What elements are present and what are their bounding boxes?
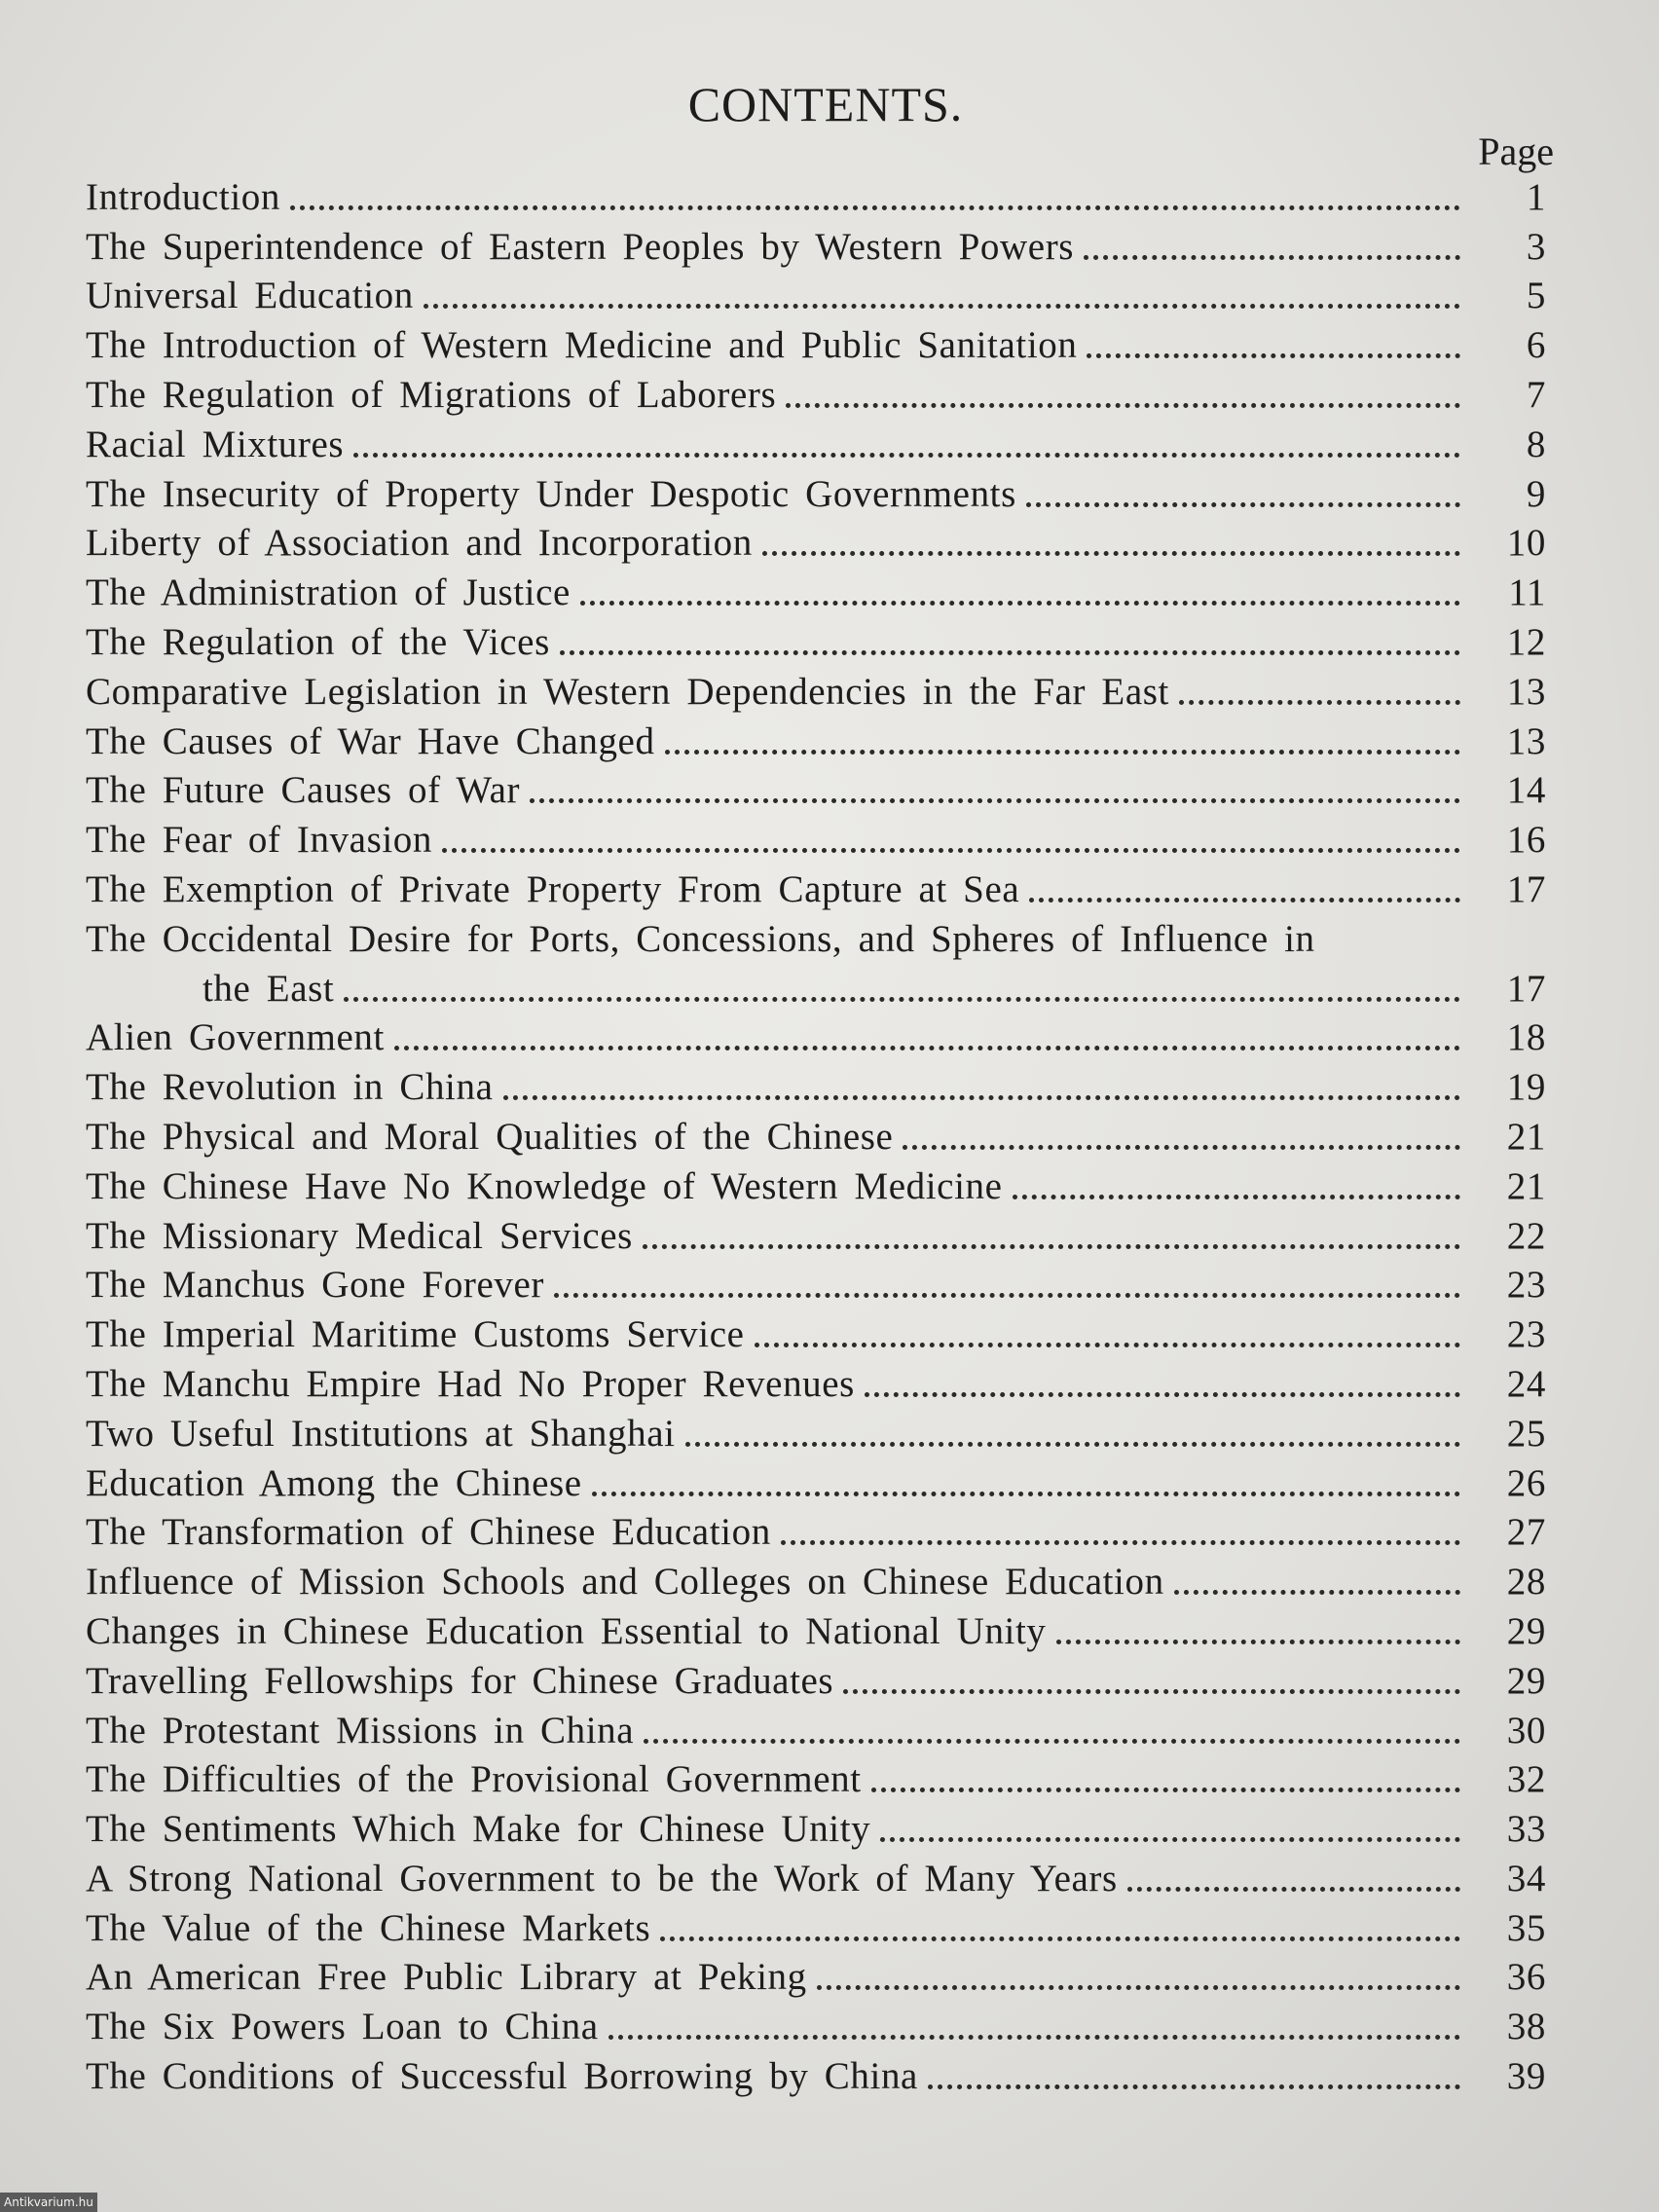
toc-entry	[86, 1655, 1546, 1705]
toc-entry-page-number: 33	[1506, 1808, 1546, 1851]
toc-entry-title: The Difficulties of the Provisional Government	[86, 1758, 862, 1801]
toc-entry-title: The Fear of Invasion	[86, 819, 432, 862]
toc-entry-title: Liberty of Association and Incorporation	[86, 522, 753, 565]
dot-leader	[903, 1145, 1460, 1150]
toc-entry	[86, 1457, 1546, 1507]
toc-entry-page-number: 28	[1506, 1561, 1546, 1604]
dot-leader	[644, 1739, 1460, 1744]
toc-entry-page-number: 16	[1506, 819, 1546, 862]
dot-leader	[865, 1392, 1460, 1397]
dot-leader	[1127, 1887, 1460, 1892]
toc-entry-page-number: 27	[1506, 1511, 1546, 1554]
toc-entry	[86, 716, 1546, 765]
toc-entry	[86, 864, 1546, 913]
dot-leader	[608, 2035, 1460, 2040]
contents-page	[86, 68, 1554, 2152]
toc-entry	[86, 1061, 1546, 1111]
toc-entry-title: The Regulation of Migrations of Laborers	[86, 373, 777, 416]
toc-entry-title: Alien Government	[86, 1016, 385, 1059]
dot-leader	[554, 1293, 1460, 1298]
toc-entry	[86, 1408, 1546, 1457]
toc-entry-title: The Exemption of Private Property From Capture at Sea	[86, 867, 1020, 910]
dot-leader	[1026, 502, 1460, 507]
toc-entry	[86, 1309, 1546, 1358]
toc-entry-page-number: 29	[1506, 1659, 1546, 1702]
toc-entry	[86, 221, 1546, 271]
toc-entry-page-number: 35	[1506, 1906, 1546, 1949]
toc-entry-page-number: 39	[1506, 2055, 1546, 2098]
toc-entry-page-number: 19	[1506, 1066, 1546, 1109]
toc-entry-title: The Causes of War Have Changed	[86, 719, 655, 762]
toc-entry-page-number: 18	[1506, 1016, 1546, 1059]
toc-entry	[86, 1754, 1546, 1804]
toc-entry	[86, 419, 1546, 468]
toc-entry-page-number: 22	[1506, 1214, 1546, 1257]
toc-entry-page-number: 13	[1506, 670, 1546, 713]
dot-leader	[344, 997, 1460, 1002]
toc-entry	[86, 171, 1546, 221]
toc-entry-title: The Revolution in China	[86, 1066, 494, 1109]
toc-entry-continuation	[86, 963, 1546, 1013]
toc-entry-page-number: 21	[1506, 1115, 1546, 1158]
toc-entry-title: The Missionary Medical Services	[86, 1214, 633, 1257]
toc-entry	[86, 567, 1546, 616]
toc-entry-page-number: 6	[1526, 324, 1546, 367]
toc-entry-title: The Physical and Moral Qualities of the Chinese	[86, 1115, 894, 1158]
toc-entry	[86, 319, 1546, 369]
dot-leader	[442, 848, 1460, 853]
dot-leader	[762, 551, 1460, 556]
toc-entry-page-number: 23	[1506, 1313, 1546, 1356]
toc-entry-title: The Conditions of Successful Borrowing by China	[86, 2055, 918, 2098]
toc-entry-page-number: 1	[1526, 175, 1546, 218]
toc-entry-page-number: 7	[1526, 373, 1546, 416]
toc-entry-page-number: 9	[1526, 472, 1546, 515]
toc-entry-page-number: 3	[1526, 225, 1546, 268]
toc-entry-title: The Imperial Maritime Customs Service	[86, 1313, 745, 1356]
toc-entry-page-number: 34	[1506, 1857, 1546, 1899]
dot-leader	[660, 1936, 1460, 1941]
toc-entry-page-number: 12	[1506, 620, 1546, 663]
toc-entry-title: A Strong National Government to be the Work of Many Years	[86, 1857, 1118, 1899]
toc-entry-page-number: 29	[1506, 1609, 1546, 1652]
toc-entry-page-number: 23	[1506, 1264, 1546, 1307]
toc-entry-title: The Regulation of the Vices	[86, 620, 550, 663]
toc-entry-page-number: 11	[1508, 571, 1546, 614]
dot-leader	[871, 1788, 1460, 1792]
dot-leader	[1056, 1640, 1460, 1644]
dot-leader	[786, 403, 1460, 408]
toc-entry-title: The Transformation of Chinese Education	[86, 1511, 771, 1554]
toc-entry	[86, 666, 1546, 716]
dot-leader	[1174, 1590, 1460, 1595]
toc-entry-page-number: 17	[1506, 867, 1546, 910]
dot-leader	[880, 1837, 1460, 1842]
toc-entry-title: Comparative Legislation in Western Dependencies in the Far East	[86, 670, 1169, 713]
page-column-heading: Page	[1478, 129, 1554, 173]
dot-leader	[424, 304, 1460, 309]
toc-entry-title: Influence of Mission Schools and Colleges on Chinese Education	[86, 1561, 1164, 1604]
toc-entry	[86, 1358, 1546, 1408]
toc-entry	[86, 765, 1546, 815]
dot-leader	[353, 453, 1460, 458]
toc-entry	[86, 1260, 1546, 1309]
toc-entry-title: The Chinese Have No Knowledge of Western Medicine	[86, 1164, 1003, 1207]
toc-entry-title-continuation: the East	[203, 967, 335, 1010]
dot-leader	[1029, 898, 1460, 903]
toc-entry-page-number: 17	[1506, 967, 1546, 1010]
toc-entry-page-number: 36	[1506, 1956, 1546, 1999]
toc-entry-title: Racial Mixtures	[86, 423, 345, 465]
dot-leader	[394, 1046, 1460, 1051]
toc-entry	[86, 271, 1546, 320]
toc-entry-page-number: 8	[1526, 423, 1546, 465]
toc-entry-title: Universal Education	[86, 275, 414, 317]
dot-leader	[665, 750, 1460, 755]
page-title: CONTENTS.	[687, 77, 964, 131]
toc-entry-page-number: 24	[1506, 1362, 1546, 1405]
toc-entry-title: Education Among the Chinese	[86, 1461, 582, 1504]
dot-leader	[503, 1095, 1460, 1100]
dot-leader	[685, 1442, 1460, 1447]
dot-leader	[1179, 700, 1460, 705]
toc-entry-title: The Future Causes of War	[86, 769, 521, 812]
dot-leader	[290, 205, 1460, 210]
toc-entry-title: Travelling Fellowships for Chinese Graduates	[86, 1659, 834, 1702]
toc-entry	[86, 1161, 1546, 1210]
toc-entry	[86, 616, 1546, 666]
toc-entry-title: The Introduction of Western Medicine and Public Sanitation	[86, 324, 1078, 367]
toc-entry-title: The Administration of Justice	[86, 571, 571, 614]
dot-leader	[1084, 255, 1460, 260]
toc-entry-page-number: 30	[1506, 1709, 1546, 1751]
dot-leader	[928, 2084, 1460, 2089]
table-of-contents	[86, 171, 1546, 2100]
toc-entry-title: The Occidental Desire for Ports, Concessions, and Spheres of Influence in	[86, 917, 1315, 960]
toc-entry-title: Introduction	[86, 175, 280, 218]
toc-entry	[86, 468, 1546, 518]
toc-entry	[86, 1111, 1546, 1161]
toc-entry-page-number: 38	[1506, 2006, 1546, 2048]
dot-leader	[592, 1492, 1460, 1496]
toc-entry-page-number: 21	[1506, 1164, 1546, 1207]
toc-entry	[86, 1210, 1546, 1260]
toc-entry	[86, 814, 1546, 864]
toc-entry	[86, 2001, 1546, 2050]
toc-entry	[86, 1556, 1546, 1605]
toc-entry	[86, 1013, 1546, 1062]
toc-entry	[86, 1705, 1546, 1754]
toc-entry-title: Two Useful Institutions at Shanghai	[86, 1412, 676, 1455]
toc-entry-title: The Value of the Chinese Markets	[86, 1906, 651, 1949]
toc-entry-page-number: 13	[1506, 719, 1546, 762]
toc-entry	[86, 2050, 1546, 2100]
watermark: Antikvarium.hu	[0, 2193, 97, 2212]
toc-entry-title: The Superintendence of Eastern Peoples by Western Powers	[86, 225, 1075, 268]
dot-leader	[580, 601, 1460, 606]
dot-leader	[817, 1985, 1460, 1990]
dot-leader	[755, 1343, 1460, 1347]
toc-entry-title: Changes in Chinese Education Essential to National Unity	[86, 1609, 1047, 1652]
toc-entry-page-number: 5	[1526, 275, 1546, 317]
toc-entry-page-number: 10	[1506, 522, 1546, 565]
toc-entry-title: The Sentiments Which Make for Chinese Unity	[86, 1808, 871, 1851]
dot-leader	[781, 1540, 1460, 1545]
toc-entry	[86, 369, 1546, 419]
toc-entry	[86, 1853, 1546, 1902]
dot-leader	[843, 1689, 1460, 1694]
toc-entry-title: The Manchus Gone Forever	[86, 1264, 545, 1307]
toc-entry	[86, 1902, 1546, 1952]
toc-entry	[86, 913, 1546, 963]
toc-entry-title: The Six Powers Loan to China	[86, 2006, 599, 2048]
toc-entry	[86, 1605, 1546, 1655]
toc-entry	[86, 1507, 1546, 1557]
toc-entry-title: The Protestant Missions in China	[86, 1709, 635, 1751]
toc-entry-page-number: 26	[1506, 1461, 1546, 1504]
dot-leader	[1013, 1195, 1460, 1199]
toc-entry-page-number: 32	[1506, 1758, 1546, 1801]
toc-entry	[86, 1952, 1546, 2002]
toc-entry	[86, 1803, 1546, 1853]
dot-leader	[530, 798, 1460, 803]
toc-entry-title: An American Free Public Library at Peking	[86, 1956, 807, 1999]
toc-entry-title: The Insecurity of Property Under Despotic Governments	[86, 472, 1016, 515]
toc-entry-page-number: 25	[1506, 1412, 1546, 1455]
dot-leader	[560, 650, 1460, 655]
toc-entry-title: The Manchu Empire Had No Proper Revenues	[86, 1362, 855, 1405]
dot-leader	[643, 1244, 1460, 1249]
toc-entry	[86, 518, 1546, 568]
toc-entry-page-number: 14	[1506, 769, 1546, 812]
dot-leader	[1087, 353, 1460, 358]
